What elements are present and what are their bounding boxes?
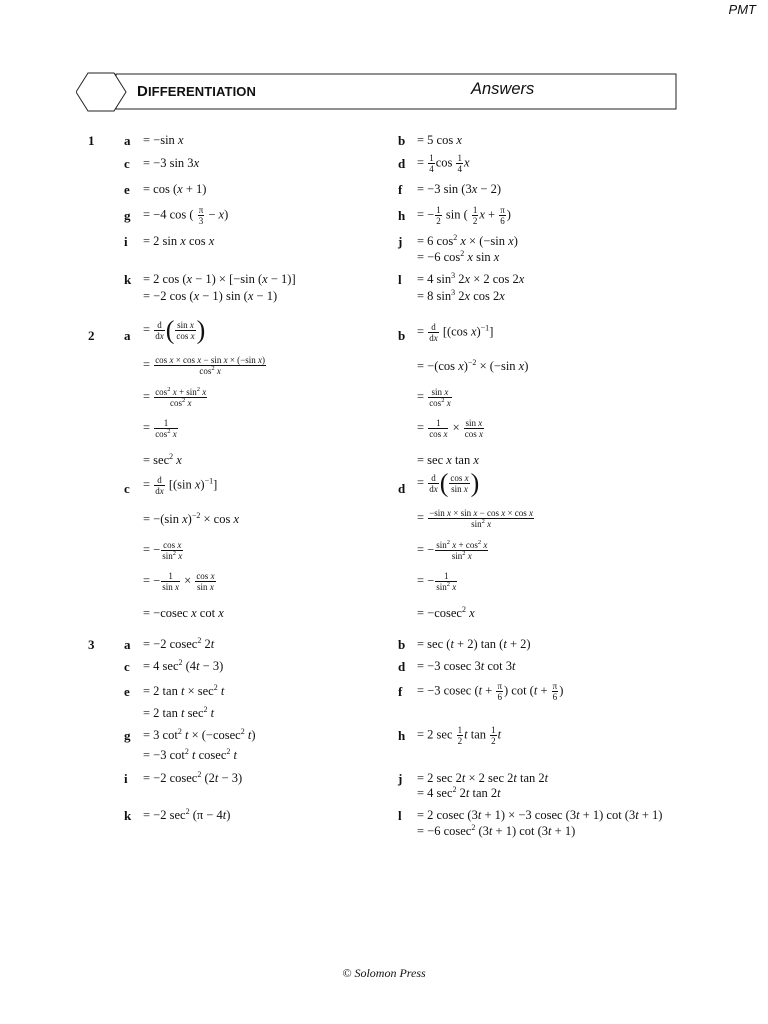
pmt-label: PMT (728, 2, 756, 17)
question-number: 2 (88, 328, 95, 343)
footer-copyright: © Solomon Press (342, 966, 426, 980)
question-number: 1 (88, 133, 95, 148)
page-subtitle: Answers (471, 80, 535, 98)
page-title: DIFFERENTIATION (137, 83, 256, 100)
question-number: 3 (88, 637, 95, 652)
